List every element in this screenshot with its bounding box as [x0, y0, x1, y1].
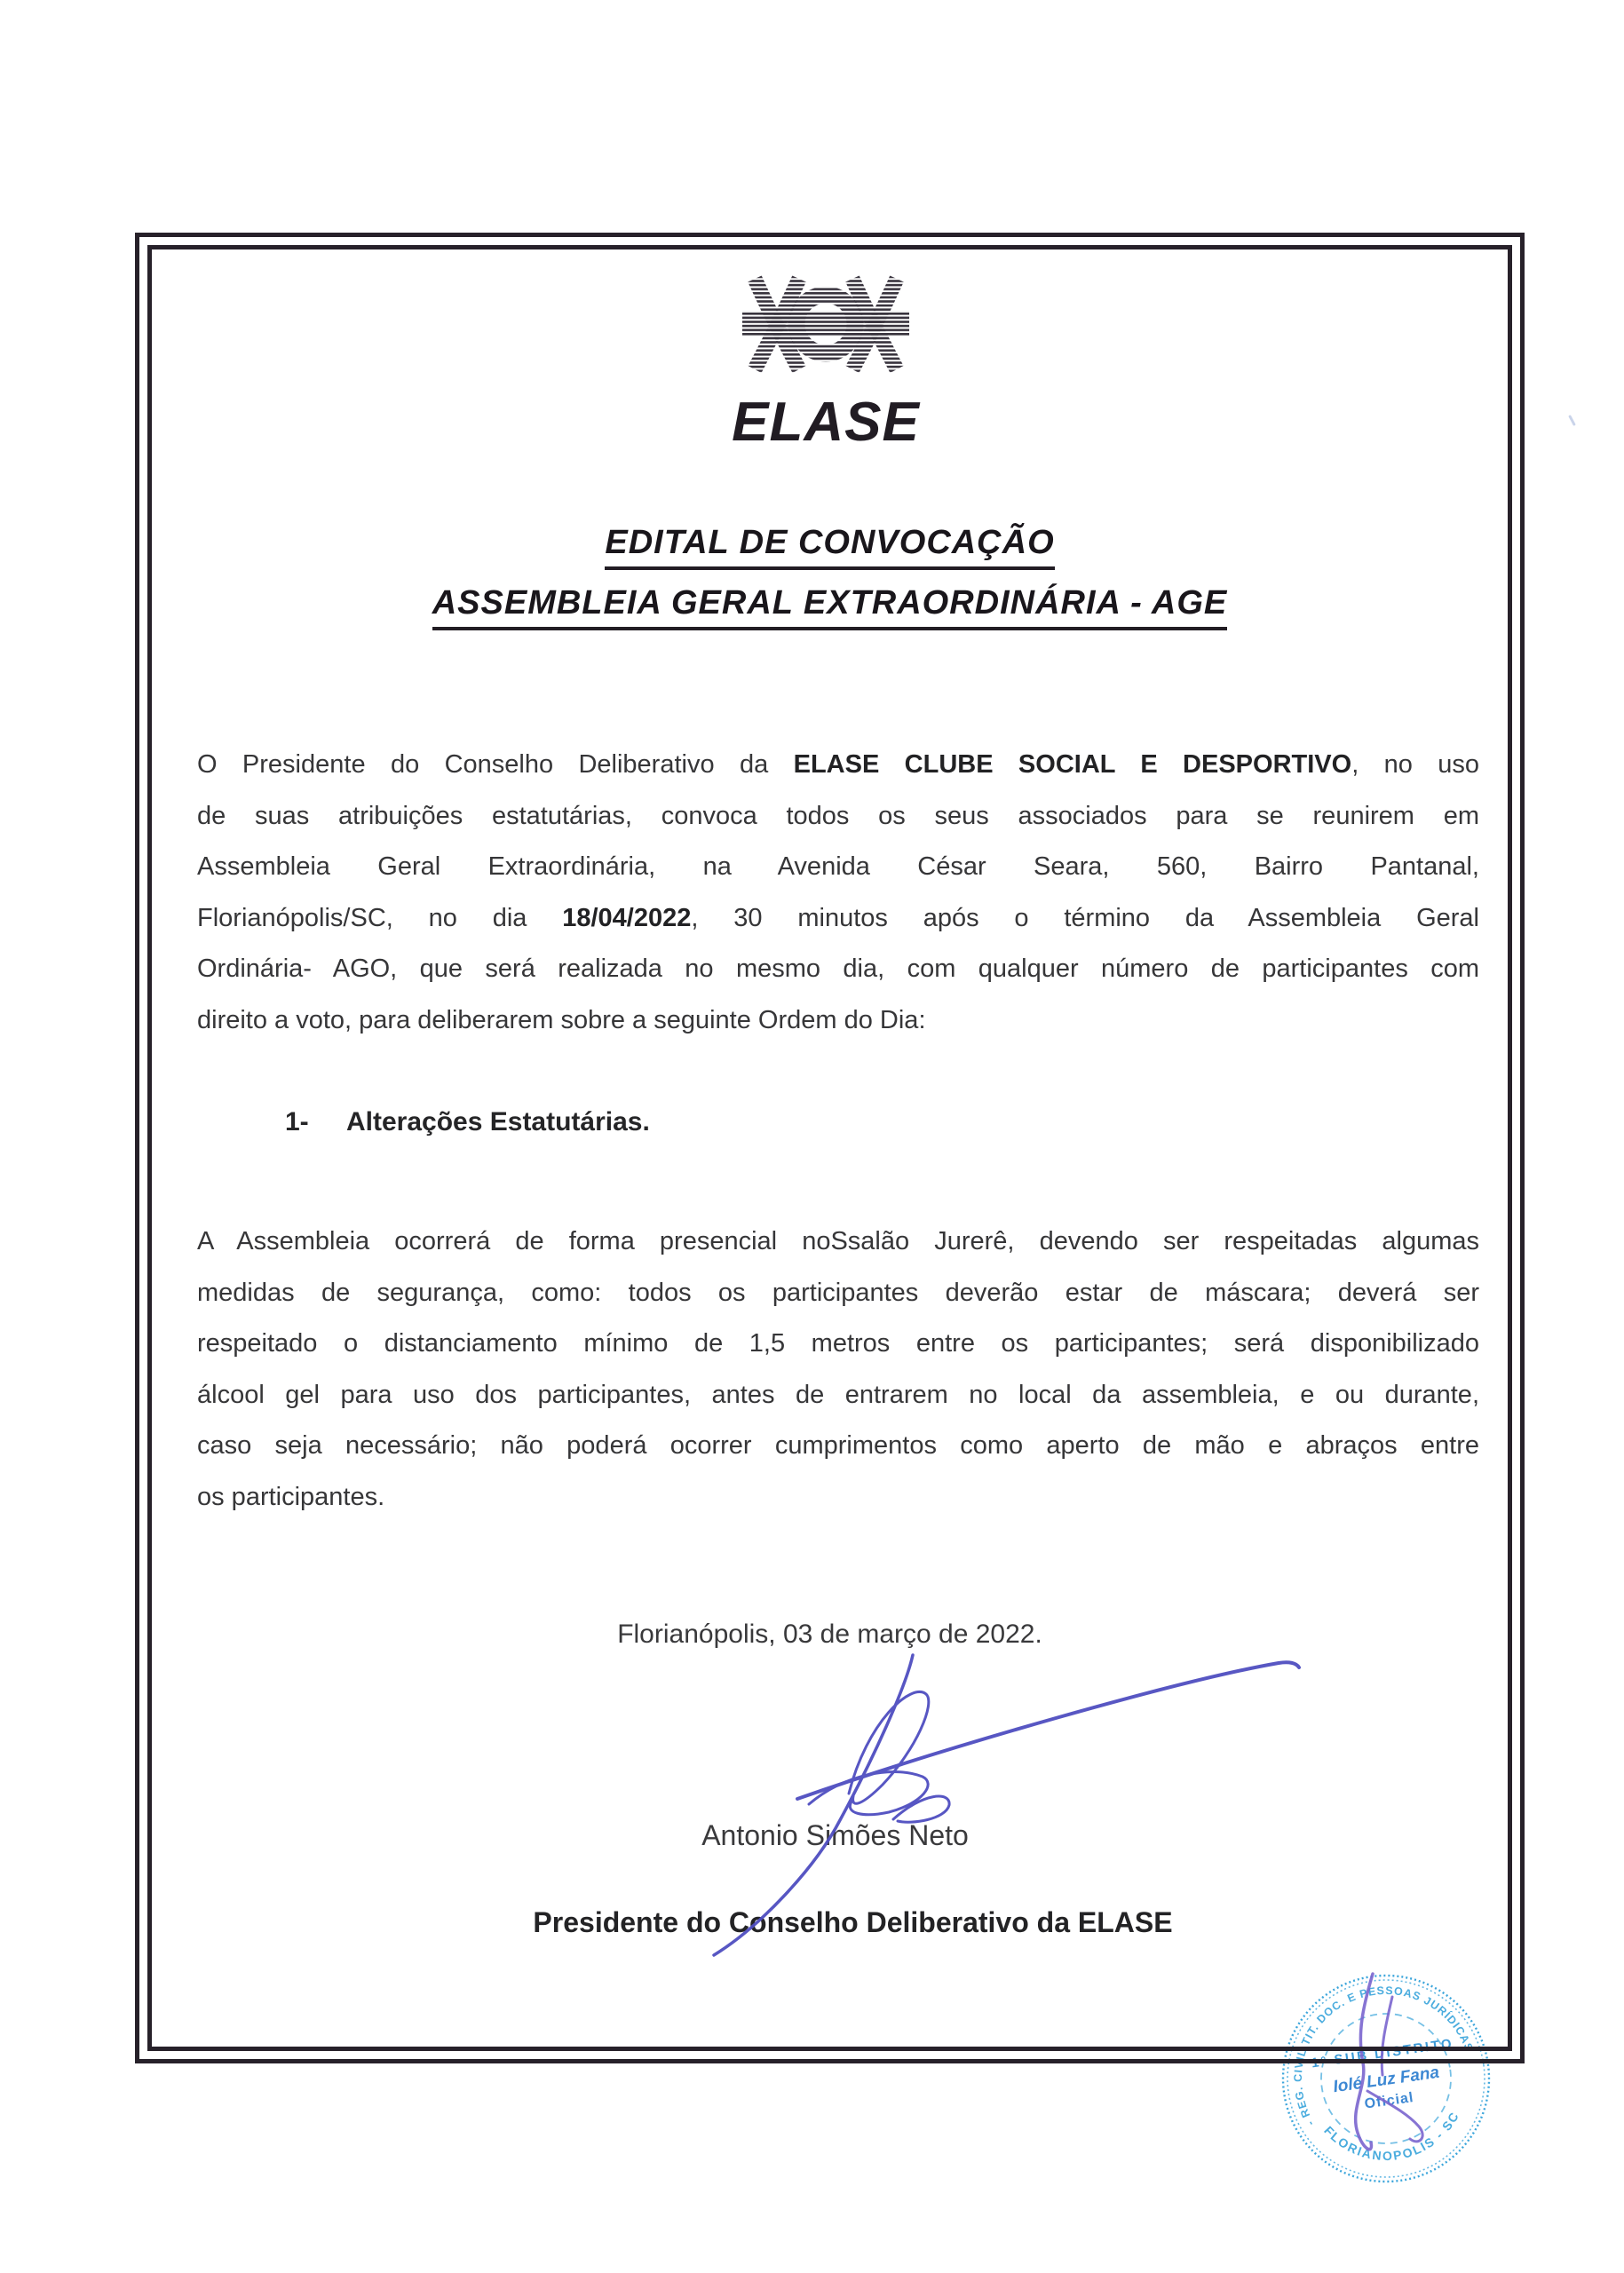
- agenda-item-number: 1-: [285, 1107, 309, 1136]
- paragraph-1-line-3: Assembleia Geral Extraordinária, na Avenida César Seara, 560, Bairro Pantanal,: [197, 852, 1479, 881]
- paragraph-2: [197, 1216, 1479, 1523]
- signer-name: Antonio Simões Neto: [701, 1819, 969, 1851]
- stamp-signature: [1334, 1951, 1458, 2173]
- agenda-item-label: Alterações Estatutárias.: [346, 1107, 650, 1136]
- paragraph-2-line-4: álcool gel para uso dos participantes, antes de entrarem no local da assembleia, e ou durante,: [197, 1380, 1479, 1409]
- stamp-official-name: Iolé Luz Fana: [1332, 2063, 1441, 2097]
- stamp-arc-top-text: - REG. CIVIL TIT. DOC. E PESSOAS JURÍDICAS: [1291, 1984, 1476, 2128]
- paragraph-2-line-5: caso seja necessário; não poderá ocorrer cumprimentos como aperto de mão e abraços entre: [197, 1431, 1479, 1460]
- stamp-district-text: 1° SUB DISTRITO: [1310, 2036, 1455, 2071]
- title-line-1: EDITAL DE CONVOCAÇÃO: [135, 524, 1525, 570]
- paragraph-1-line-6: direito a voto, para deliberarem sobre a seguinte Ordem do Dia:: [197, 1005, 926, 1034]
- org-name-bold: ELASE CLUBE SOCIAL E DESPORTIVO: [793, 750, 1352, 779]
- handwritten-signature: [684, 1650, 1323, 1969]
- elase-logo-mark: [728, 272, 923, 391]
- paragraph-1: [197, 740, 1479, 1046]
- paragraph-1-line-1: O Presidente do Conselho Deliberativo da ELASE CLUBE SOCIAL E DESPORTIVO, no uso: [197, 750, 1480, 779]
- paragraph-1-line-5: Ordinária- AGO, que será realizada no mesmo dia, com qualquer número de participantes com: [197, 954, 1479, 983]
- paragraph-1-line-4: Florianópolis/SC, no dia 18/04/2022, 30 minutos após o término da Assembleia Geral: [197, 903, 1479, 932]
- paragraph-2-line-3: respeitado o distanciamento mínimo de 1,5 metros entre os participantes; será disponibilizado: [197, 1329, 1479, 1358]
- meeting-date-bold: 18/04/2022: [562, 903, 692, 932]
- paragraph-2-line-6: os participantes.: [197, 1482, 385, 1511]
- document-title-block: [135, 524, 1525, 645]
- agenda-item-1: [285, 1106, 650, 1138]
- logo-stripe-shapes: [742, 279, 909, 369]
- stray-ink-mark: [1568, 415, 1576, 426]
- stamp-official-title: Oficial: [1363, 2089, 1415, 2112]
- stamp-arc-bottom-text: FLORIANOPOLIS - SC: [1321, 2108, 1462, 2164]
- signer-role: Presidente do Conselho Deliberativo da ELASE: [533, 1906, 1173, 1938]
- paragraph-1-line-2: de suas atribuições estatutárias, convoca todos os seus associados para se reunirem em: [197, 801, 1479, 830]
- logo-wordmark: ELASE: [732, 392, 920, 453]
- date-line: Florianópolis, 03 de março de 2022.: [617, 1620, 1042, 1649]
- paragraph-2-line-1: A Assembleia ocorrerá de forma presencial noSsalão Jurerê, devendo ser respeitadas algumas: [197, 1227, 1479, 1255]
- title-line-2: ASSEMBLEIA GERAL EXTRAORDINÁRIA - AGE: [135, 584, 1525, 630]
- paragraph-2-line-2: medidas de segurança, como: todos os participantes deverão estar de máscara; deverá ser: [197, 1278, 1479, 1307]
